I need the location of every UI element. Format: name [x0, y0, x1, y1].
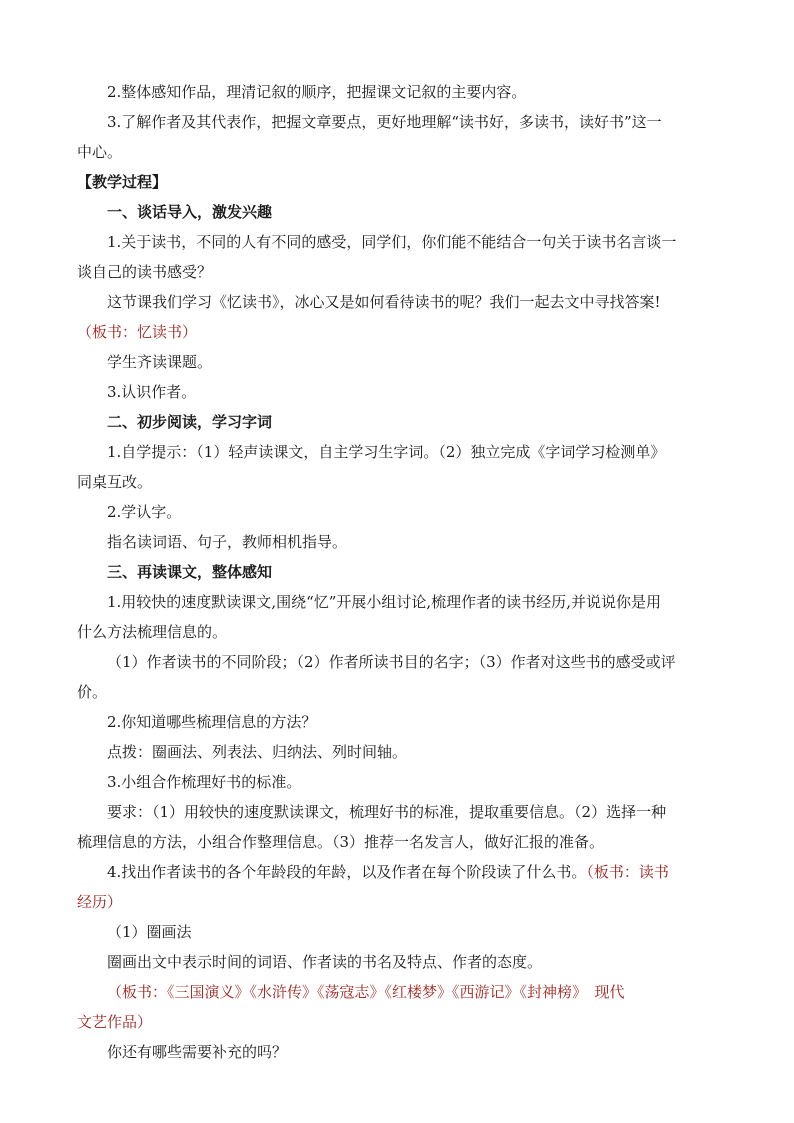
paragraph-line: [107, 82, 526, 102]
board-note-text: （板书：读书: [586, 863, 669, 881]
text-segment: （1）圈画法: [107, 923, 192, 941]
board-note-text: （板书：忆读书）: [77, 323, 198, 341]
text-segment: 3.了解作者及其代表作，把握文章要点，更好地理解“读书好，多读书，读好书”这一: [107, 113, 662, 131]
text-segment: 同桌互改。: [77, 473, 153, 491]
board-note-text: 文艺作品）: [77, 1013, 153, 1031]
paragraph-line: [107, 982, 625, 1002]
section-heading: [77, 172, 167, 192]
paragraph-line: [107, 1042, 287, 1062]
text-segment: 这节课我们学习《忆读书》，冰心又是如何看待读书的呢？我们一起去文中寻找答案!: [107, 293, 661, 311]
paragraph-line: [77, 142, 122, 162]
text-segment: 点拨：圈画法、列表法、归纳法、列时间轴。: [107, 743, 408, 761]
paragraph-line: [107, 652, 676, 672]
section-heading: [107, 202, 272, 222]
text-segment: 二、初步阅读，学习字词: [107, 413, 273, 431]
text-segment: 梳理信息的方法，小组合作整理信息。（3）推荐一名发言人，做好汇报的准备。: [77, 833, 605, 851]
text-segment: 学生齐读课题。: [107, 353, 213, 371]
section-heading: [107, 412, 272, 432]
text-segment: 4.找出作者读书的各个年龄段的年龄，以及作者在每个阶段读了什么书。: [107, 863, 587, 881]
paragraph-line: [77, 622, 227, 642]
paragraph-line: [107, 862, 669, 882]
text-segment: （1）作者读书的不同阶段；（2）作者所读书目的名字；（3）作者对这些书的感受或评: [107, 653, 676, 671]
text-segment: 圈画出文中表示时间的词语、作者读的书名及特点、作者的态度。: [107, 953, 543, 971]
paragraph-line: [107, 742, 407, 762]
paragraph-line: [77, 892, 122, 912]
board-note-text: 经历）: [77, 893, 123, 911]
paragraph-line: [107, 442, 665, 462]
paragraph-line: [107, 532, 347, 552]
text-segment: 2.整体感知作品，理清记叙的顺序，把握课文记叙的主要内容。: [107, 83, 527, 101]
text-segment: 1.关于读书，不同的人有不同的感受，同学们，你们能不能结合一句关于读书名言谈一: [107, 233, 677, 251]
text-segment: 2.你知道哪些梳理信息的方法？: [107, 713, 317, 731]
paragraph-line: [107, 772, 301, 792]
paragraph-line: [77, 682, 107, 702]
paragraph-line: [107, 712, 316, 732]
text-segment: 一、谈话导入，激发兴趣: [107, 203, 273, 221]
paragraph-line: [107, 592, 661, 612]
paragraph-line: [107, 382, 196, 402]
paragraph-line: [107, 952, 542, 972]
text-segment: 什么方法梳理信息的。: [77, 623, 228, 641]
text-segment: 1.用较快的速度默读课文,围绕“忆”开展小组讨论,梳理作者的读书经历,并说说你是用: [107, 593, 661, 611]
paragraph-line: [107, 232, 676, 252]
text-segment: 要求：（1）用较快的速度默读课文，梳理好书的标准，提取重要信息。（2）选择一种: [107, 803, 667, 821]
paragraph-line: [107, 502, 181, 522]
paragraph-line: [107, 112, 662, 132]
paragraph-line: [107, 292, 661, 312]
paragraph-line: [77, 472, 152, 492]
text-segment: 价。: [77, 683, 108, 701]
text-segment: 2.学认字。: [107, 503, 182, 521]
paragraph-line: [107, 352, 212, 372]
paragraph-line: [107, 922, 192, 942]
text-segment: 【教学过程】: [77, 173, 168, 191]
paragraph-line: [77, 322, 197, 342]
text-segment: 指名读词语、句子，教师相机指导。: [107, 533, 348, 551]
paragraph-line: [77, 262, 212, 282]
text-segment: 谈自己的读书感受？: [77, 263, 213, 281]
paragraph-line: [77, 832, 604, 852]
section-heading: [107, 562, 272, 582]
paragraph-line: [107, 802, 666, 822]
paragraph-line: [77, 1012, 152, 1032]
text-segment: 3.认识作者。: [107, 383, 197, 401]
text-segment: 你还有哪些需要补充的吗？: [107, 1043, 288, 1061]
text-segment: 三、再读课文，整体感知: [107, 563, 273, 581]
text-segment: 中心。: [77, 143, 123, 161]
board-note-text: （板书：《三国演义》《水浒传》《荡寇志》《红楼梦》《西游记》《封神榜》 现代: [107, 983, 625, 1001]
text-segment: 3.小组合作梳理好书的标准。: [107, 773, 302, 791]
text-segment: 1.自学提示：（1）轻声读课文，自主学习生字词。（2）独立完成《字词学习检测单》: [107, 443, 666, 461]
